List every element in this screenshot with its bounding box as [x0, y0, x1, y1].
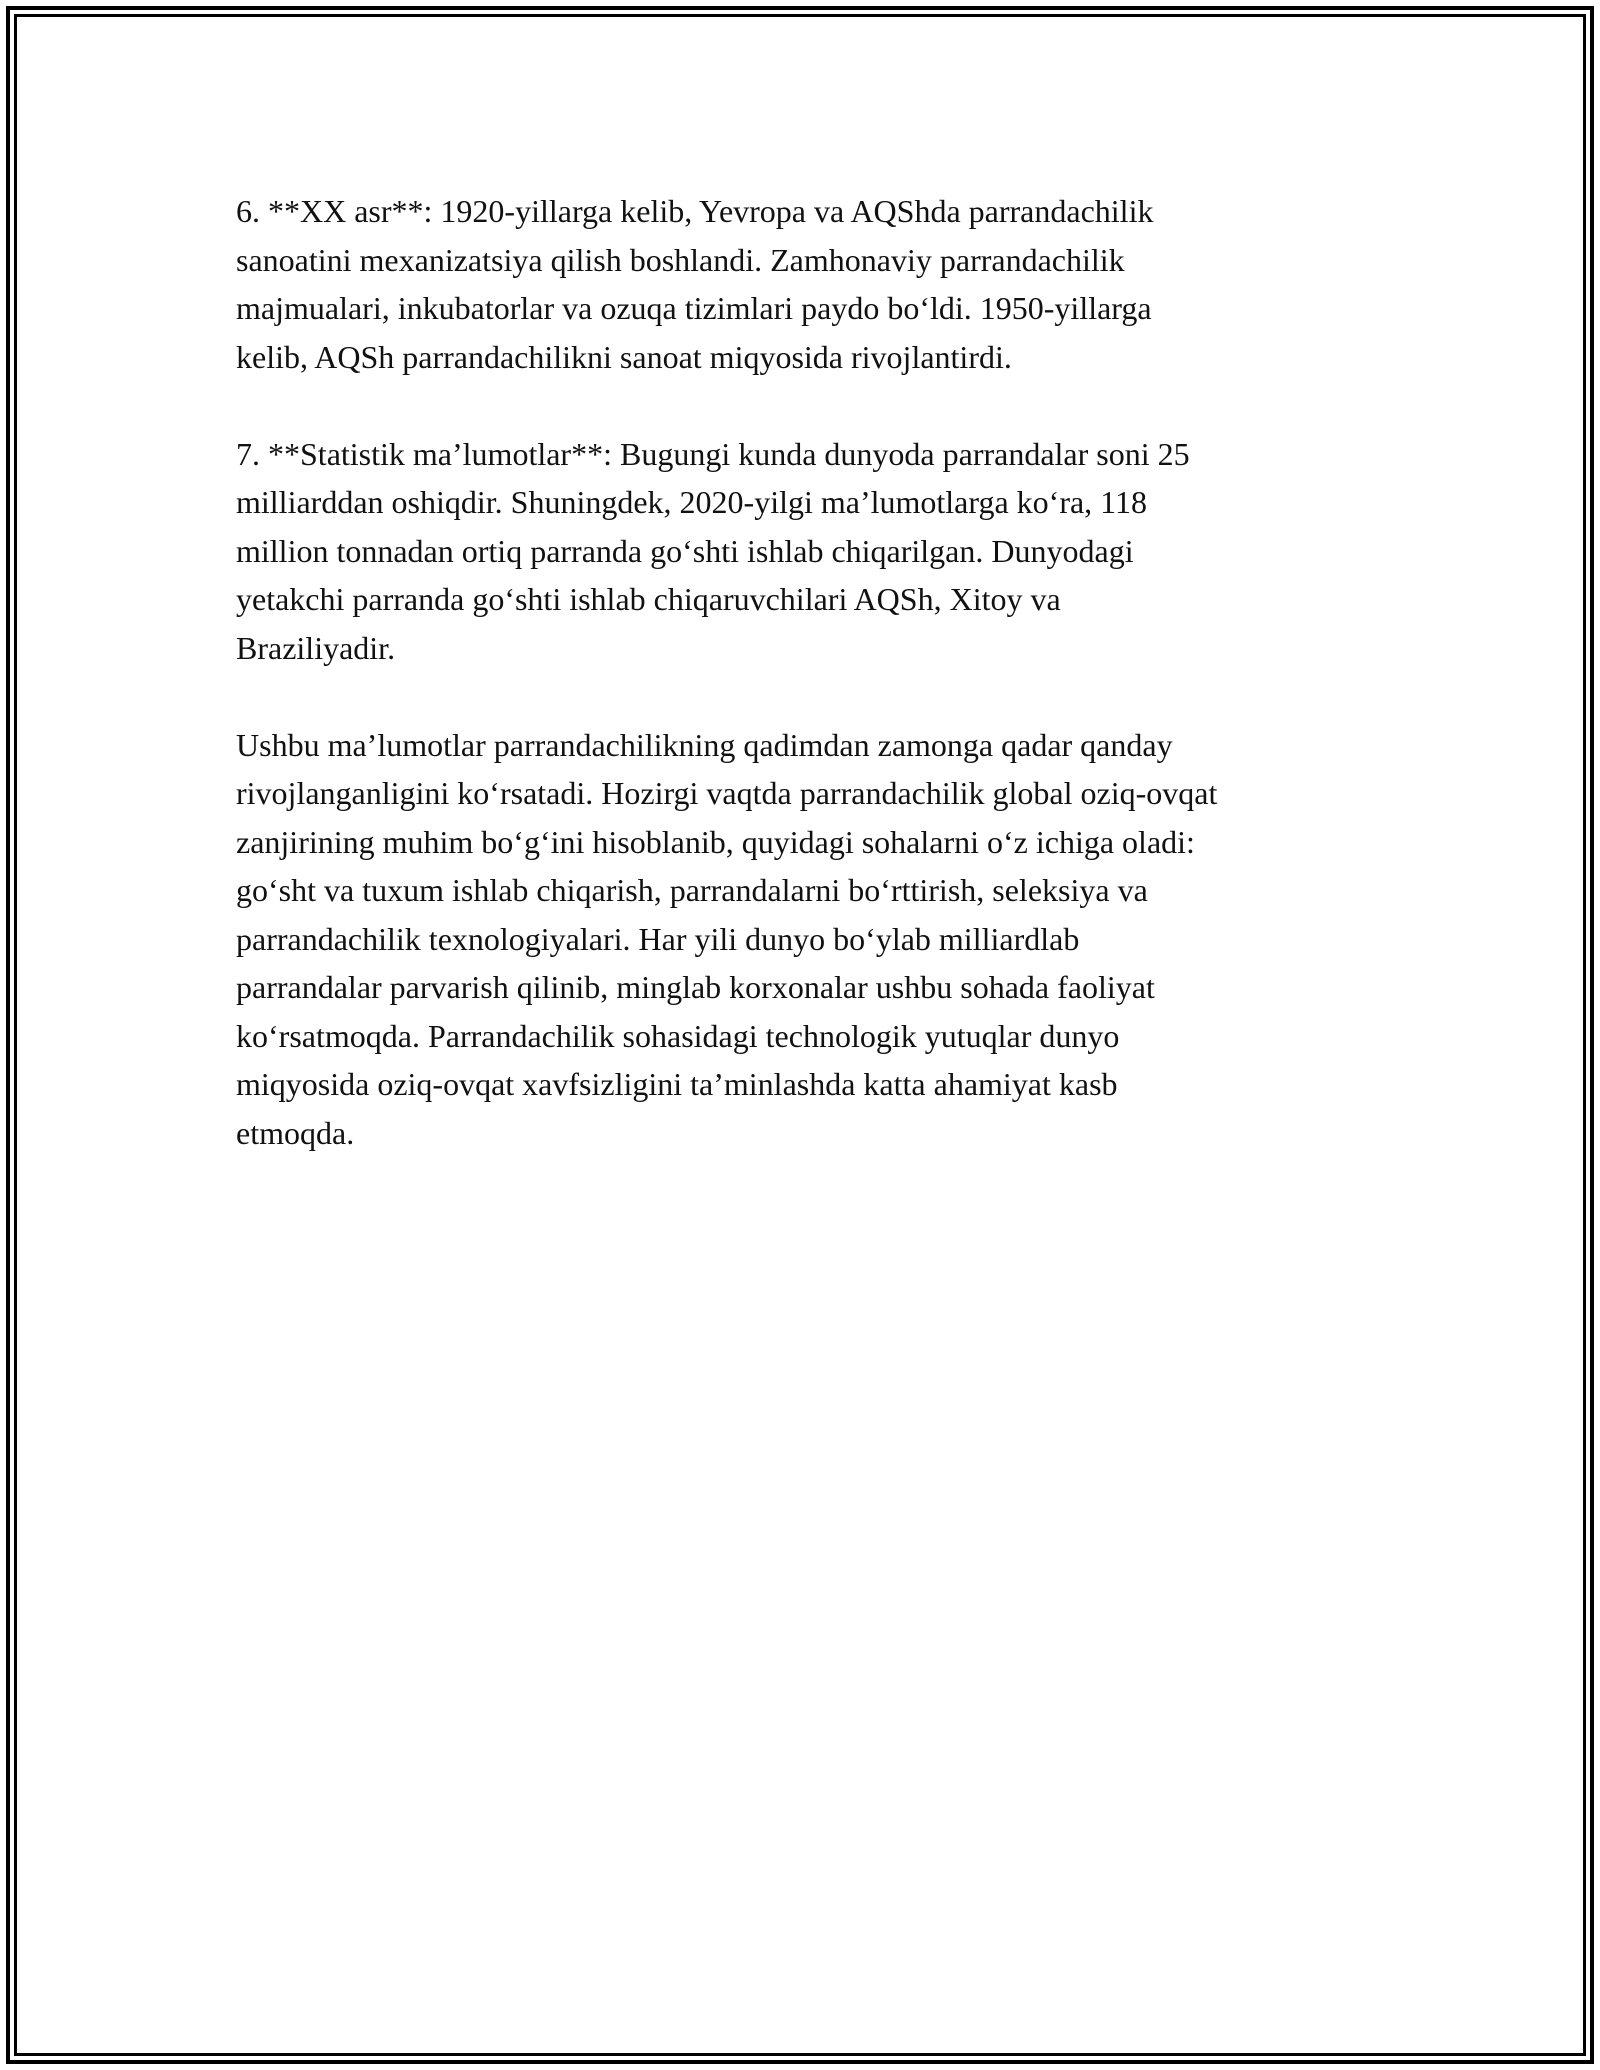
paragraph-conclusion: [236, 721, 1366, 1158]
paragraph-xx-century: [236, 187, 1366, 381]
text-line: 6. **XX asr**: 1920-yillarga kelib, Yevropa va AQShda parrandachilik: [236, 193, 1154, 229]
text-line: kelib, AQSh parrandachilikni sanoat miqyosida rivojlantirdi.: [236, 338, 1012, 375]
text-line: majmualari, inkubatorlar va ozuqa tizimlari paydo bo‘ldi. 1950-yillarga: [236, 290, 1152, 326]
paragraph-statistics: [236, 430, 1366, 673]
document-body: [236, 187, 1366, 1206]
text-line: 7. **Statistik ma’lumotlar**: Bugungi kunda dunyoda parrandalar soni 25: [236, 435, 1190, 472]
text-line: etmoqda.: [236, 1114, 355, 1151]
text-line: milliarddan oshiqdir. Shuningdek, 2020-yilgi ma’lumotlarga ko‘ra, 118: [236, 484, 1147, 520]
text-line: go‘sht va tuxum ishlab chiqarish, parrandalarni bo‘rttirish, seleksiya va: [236, 872, 1148, 908]
text-line: rivojlanganligini ko‘rsatadi. Hozirgi vaqtda parrandachilik global oziq-ovqat: [236, 775, 1218, 811]
text-line: parrandalar parvarish qilinib, minglab korxonalar ushbu sohada faoliyat: [236, 969, 1155, 1005]
text-line: zanjirining muhim bo‘g‘ini hisoblanib, quyidagi sohalarni o‘z ichiga oladi:: [236, 823, 1195, 860]
text-line: ko‘rsatmoqda. Parrandachilik sohasidagi technologik yutuqlar dunyo: [236, 1017, 1120, 1054]
text-line: sanoatini mexanizatsiya qilish boshlandi. Zamhonaviy parrandachilik: [236, 241, 1125, 278]
text-line: yetakchi parranda go‘shti ishlab chiqaruvchilari AQSh, Xitoy va: [236, 581, 1061, 617]
text-line: Ushbu ma’lumotlar parrandachilikning qadimdan zamonga qadar qanday: [236, 726, 1173, 763]
text-line: miqyosida oziq-ovqat xavfsizligini ta’minlashda katta ahamiyat kasb: [236, 1066, 1118, 1102]
text-line: parrandachilik texnologiyalari. Har yili dunyo bo‘ylab milliardlab: [236, 920, 1080, 957]
text-line: million tonnadan ortiq parranda go‘shti ishlab chiqarilgan. Dunyodagi: [236, 532, 1134, 569]
text-line: Braziliyadir.: [236, 629, 396, 666]
